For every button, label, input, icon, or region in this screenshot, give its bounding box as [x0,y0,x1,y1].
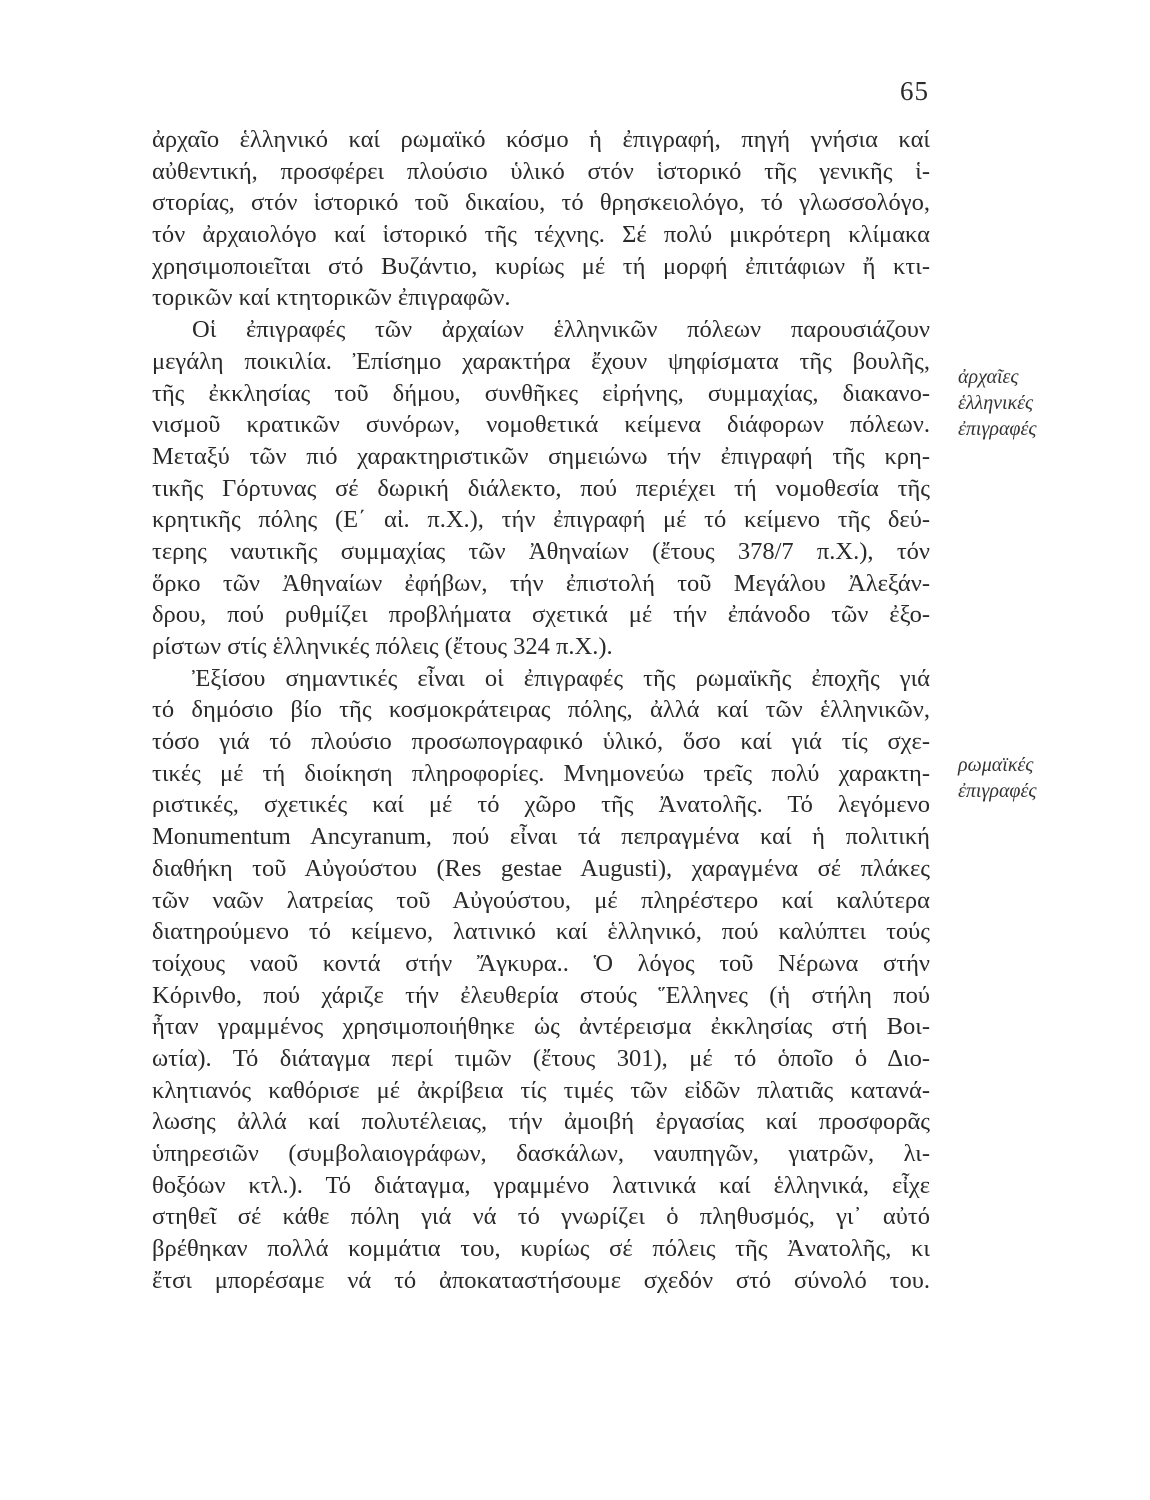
text-line: κρητικῆς πόλης (Ε΄ αἰ. π.Χ.), τήν ἐπιγραφή μέ τό κείμενο τῆς δεύ- [152,506,930,534]
margin-note-line: ἐπιγραφές [958,418,1037,440]
margin-note-line: ἑλληνικές [958,392,1034,414]
text-line: διατηρούμενο τό κείμενο, λατινικό καί ἑλληνικό, πού καλύπτει τούς [152,918,930,946]
text-line: ρίστων στίς ἑλληνικές πόλεις (ἔτους 324 π.Χ.). [152,633,613,660]
text-line: ὑπηρεσιῶν (συμβολαιογράφων, δασκάλων, ναυπηγῶν, γιατρῶν, λι- [152,1140,930,1167]
text-line: διαθήκη τοῦ Αὐγούστου (Res gestae Augusti), χαραγμένα σέ πλάκες [152,854,930,882]
text-line: θοξόων κτλ.). Τό διάταγμα, γραμμένο λατινικά καί ἑλληνικά, εἶχε [152,1171,930,1199]
text-line: τῶν ναῶν λατρείας τοῦ Αὐγούστου, μέ πληρέστερο καί καλύτερα [152,886,930,914]
margin-note-ancient-inscriptions [958,364,1037,442]
margin-note-line: ρωμαϊκές [958,754,1034,776]
text-line: τερης ναυτικῆς συμμαχίας τῶν Ἀθηναίων (ἔτους 378/7 π.Χ.), τόν [152,537,930,565]
text-line: ωτία). Τό διάταγμα περί τιμῶν (ἔτους 301), μέ τό ὁποῖο ὁ Διο- [152,1044,930,1072]
text-line: τόν ἀρχαιολόγο καί ἱστορικό τῆς τέχνης. Σέ πολύ μικρότερη κλίμακα [152,221,930,249]
text-line: κλητιανός καθόρισε μέ ἀκρίβεια τίς τιμές τῶν εἰδῶν πλατιᾶς κατανά- [152,1076,930,1104]
text-line: Monumentum Ancyranum, πού εἶναι τά πεπραγμένα καί ἡ πολιτική [152,823,930,851]
text-line: ριστικές, σχετικές καί μέ τό χῶρο τῆς Ἀνατολῆς. Τό λεγόμενο [152,791,930,819]
margin-note-line: ἀρχαῖες [958,366,1019,388]
text-line: λωσης ἀλλά καί πολυτέλειας, τήν ἀμοιβή ἐργασίας καί προσφορᾶς [152,1108,930,1136]
text-line: αὐθεντική, προσφέρει πλούσιο ὑλικό στόν ἱστορικό τῆς γενικῆς ἱ- [152,157,930,185]
margin-note-line: ἐπιγραφές [958,780,1037,802]
text-line: στηθεῖ σέ κάθε πόλη γιά νά τό γνωρίζει ὁ πληθυσμός, γι᾽ αὐτό [152,1203,930,1231]
text-line: τό δημόσιο βίο τῆς κοσμοκράτειρας πόλης, ἀλλά καί τῶν ἑλληνικῶν, [152,696,930,724]
text-line: τῆς ἐκκλησίας τοῦ δήμου, συνθῆκες εἰρήνης, συμμαχίας, διακανο- [152,379,930,407]
text-line: τοίχους ναοῦ κοντά στήν Ἄγκυρα.. Ὁ λόγος τοῦ Νέρωνα στήν [152,949,930,977]
text-line: ἦταν γραμμένος χρησιμοποιήθηκε ὡς ἀντέρεισμα ἐκκλησίας στή Βοι- [152,1013,930,1041]
text-line: στορίας, στόν ἱστορικό τοῦ δικαίου, τό θρησκειολόγο, τό γλωσσολόγο, [152,189,930,217]
text-line: βρέθηκαν πολλά κομμάτια του, κυρίως σέ πόλεις τῆς Ἀνατολῆς, κι [152,1235,930,1263]
text-line: τόσο γιά τό πλούσιο προσωπογραφικό ὑλικό, ὅσο καί γιά τίς σχε- [152,728,930,756]
text-line: μεγάλη ποικιλία. Ἐπίσημο χαρακτήρα ἔχουν ψηφίσματα τῆς βουλῆς, [152,347,930,375]
text-line: τορικῶν καί κτητορικῶν ἐπιγραφῶν. [152,284,511,312]
text-line: ἀρχαῖο ἑλληνικό καί ρωμαϊκό κόσμο ἡ ἐπιγραφή, πηγή γνήσια καί [152,126,930,153]
text-line: ὅρκο τῶν Ἀθηναίων ἐφήβων, τήν ἐπιστολή τοῦ Μεγάλου Ἀλεξάν- [152,569,930,597]
text-line: Μεταξύ τῶν πιό χαρακτηριστικῶν σημειώνω τήν ἐπιγραφή τῆς κρη- [152,442,930,470]
margin-note-roman-inscriptions [958,752,1037,804]
text-line: Κόρινθο, πού χάριζε τήν ἐλευθερία στούς Ἕλληνες (ἡ στήλη πού [152,981,930,1009]
paragraph-first-line: Ἐξίσου σημαντικές εἶναι οἱ ἐπιγραφές τῆς ρωμαϊκῆς ἐποχῆς γιά [192,664,930,692]
text-line: δρου, πού ρυθμίζει προβλήματα σχετικά μέ τήν ἐπάνοδο τῶν ἐξο- [152,601,930,629]
text-line: τικές μέ τή διοίκηση πληροφορίες. Μνημονεύω τρεῖς πολύ χαρακτη- [152,759,930,787]
body-text [152,124,930,1296]
text-line: ἔτσι μπορέσαμε νά τό ἀποκαταστήσουμε σχεδόν στό σύνολό του. [152,1266,930,1294]
page-number: 65 [900,76,929,106]
text-line: χρησιμοποιεῖται στό Βυζάντιο, κυρίως μέ τή μορφή ἐπιτάφιων ἤ κτι- [152,252,930,280]
paragraph-first-line: Οἱ ἐπιγραφές τῶν ἀρχαίων ἑλληνικῶν πόλεων παρουσιάζουν [192,316,930,344]
text-line: τικῆς Γόρτυνας σέ δωρική διάλεκτο, πού περιέχει τή νομοθεσία τῆς [152,474,930,502]
text-line: νισμοῦ κρατικῶν συνόρων, νομοθετικά κείμενα διάφορων πόλεων. [152,411,930,439]
